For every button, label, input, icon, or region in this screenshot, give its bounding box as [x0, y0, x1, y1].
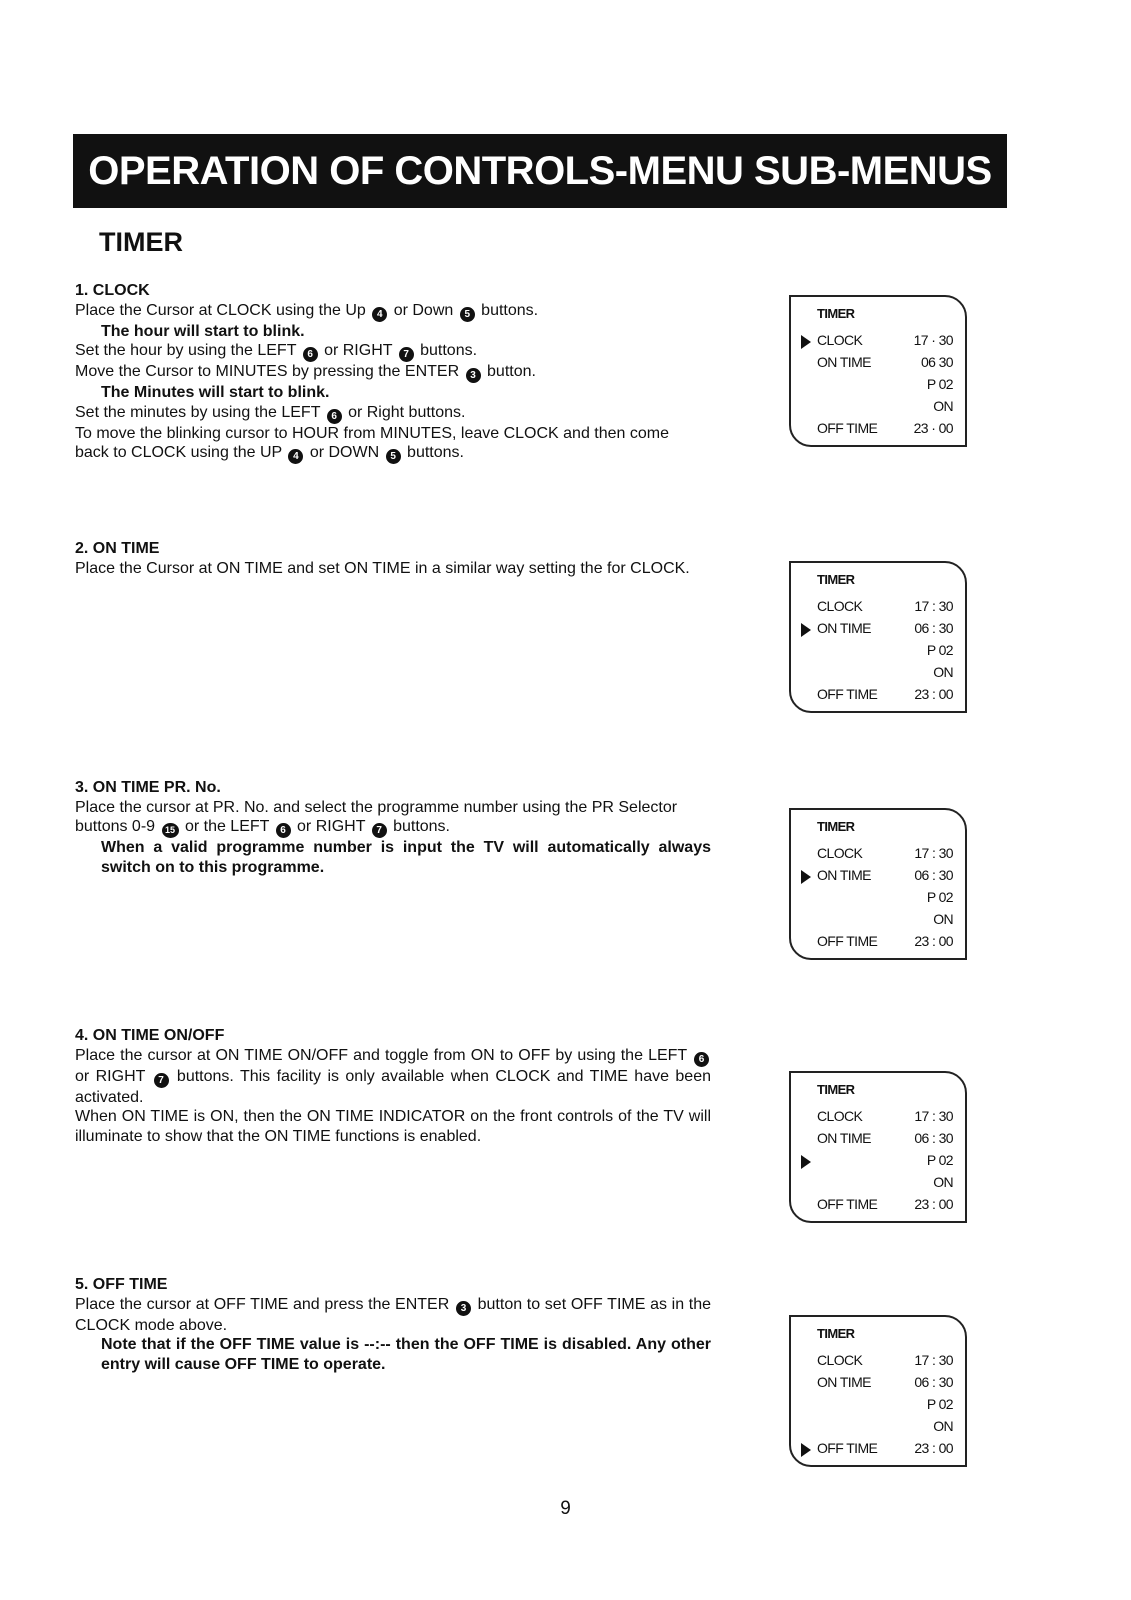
section-clock	[75, 281, 711, 464]
osd-title: TIMER	[817, 572, 855, 587]
osd-off-time-value: 23 : 00	[914, 1440, 953, 1456]
osd-pr-value: P 02	[926, 376, 953, 392]
clock-line-6: Set the minutes by using the LEFT 6 or Right buttons.	[75, 403, 466, 422]
button-7-icon: 7	[372, 823, 387, 838]
button-7-icon: 7	[399, 347, 414, 362]
page-banner: OPERATION OF CONTROLS-MENU SUB-MENUS	[73, 134, 1007, 208]
osd-on-time-label: ON TIME	[817, 867, 871, 883]
osd-title: TIMER	[817, 819, 855, 834]
section-clock-title: 1. CLOCK	[75, 282, 150, 299]
clock-line-8: back to CLOCK using the UP 4 or DOWN 5 buttons.	[75, 444, 464, 463]
button-4-icon: 4	[288, 449, 303, 464]
on-time-onoff-para-1: Place the cursor at ON TIME ON/OFF and toggle from ON to OFF by using the LEFT 6 or RIGHT 7 buttons. This facility is only available when CLOCK and TIME have been activated.	[75, 1046, 711, 1106]
osd-off-time-value: 23 : 00	[914, 933, 953, 949]
on-time-text: Place the Cursor at ON TIME and set ON TIME in a similar way setting the for CLOCK.	[75, 559, 690, 577]
cursor-arrow-icon	[801, 870, 811, 884]
osd-clock-label: CLOCK	[817, 332, 863, 348]
osd-timer-off-time	[789, 1315, 967, 1467]
osd-on-time-label: ON TIME	[817, 620, 871, 636]
off-time-note: Note that if the OFF TIME value is --:-- then the OFF TIME is disabled. Any other entry will cause OFF TIME to operate.	[101, 1336, 711, 1373]
osd-onoff-value: ON	[933, 664, 953, 680]
osd-on-time-value: 06 : 30	[914, 1130, 953, 1146]
osd-onoff-value: ON	[933, 911, 953, 927]
osd-off-time-value: 23 · 00	[913, 420, 953, 436]
cursor-arrow-icon	[801, 623, 811, 637]
osd-clock-label: CLOCK	[817, 1108, 863, 1124]
osd-clock-label: CLOCK	[817, 1352, 863, 1368]
osd-on-time-value: 06 30	[920, 354, 953, 370]
osd-off-time-value: 23 : 00	[914, 1196, 953, 1212]
osd-pr-value: P 02	[926, 889, 953, 905]
osd-on-time-label: ON TIME	[817, 354, 871, 370]
osd-on-time-label: ON TIME	[817, 1374, 871, 1390]
osd-pr-value: P 02	[926, 1396, 953, 1412]
osd-on-time-value: 06 : 30	[914, 1374, 953, 1390]
section-title: TIMER	[99, 227, 183, 257]
section-on-time-onoff-title: 4. ON TIME ON/OFF	[75, 1027, 225, 1044]
osd-clock-value: 17 : 30	[914, 1108, 953, 1124]
osd-pr-value: P 02	[926, 642, 953, 658]
osd-clock-value: 17 : 30	[914, 845, 953, 861]
osd-timer-pr-no	[789, 808, 967, 960]
osd-timer-onoff	[789, 1071, 967, 1223]
clock-line-7: To move the blinking cursor to HOUR from MINUTES, leave CLOCK and then come	[75, 424, 669, 442]
clock-line-2: The hour will start to blink.	[101, 322, 305, 340]
osd-clock-value: 17 · 30	[913, 332, 953, 348]
clock-line-5: The Minutes will start to blink.	[101, 384, 330, 402]
button-5-icon: 5	[460, 307, 475, 322]
section-on-time-pr-title: 3. ON TIME PR. No.	[75, 779, 221, 796]
on-time-onoff-para-2: When ON TIME is ON, then the ON TIME INDICATOR on the front controls of the TV will illuminate to show that the ON TIME functions is enabled.	[75, 1108, 711, 1145]
button-7-icon: 7	[154, 1073, 169, 1088]
osd-title: TIMER	[817, 306, 855, 321]
osd-onoff-value: ON	[933, 398, 953, 414]
osd-off-time-label: OFF TIME	[817, 933, 878, 949]
osd-title: TIMER	[817, 1326, 855, 1341]
osd-onoff-value: ON	[933, 1418, 953, 1434]
button-6-icon: 6	[694, 1052, 709, 1067]
osd-off-time-label: OFF TIME	[817, 420, 878, 436]
off-time-para-1: Place the cursor at OFF TIME and press the ENTER 3 button to set OFF TIME as in the CLOCK mode above.	[75, 1295, 712, 1334]
button-15-icon: 15	[162, 823, 179, 838]
osd-clock-label: CLOCK	[817, 598, 863, 614]
on-time-pr-line-2: buttons 0-9 15 or the LEFT 6 or RIGHT 7 buttons.	[75, 818, 450, 837]
button-6-icon: 6	[327, 409, 342, 424]
on-time-pr-line-1: Place the cursor at PR. No. and select the programme number using the PR Selector	[75, 798, 678, 816]
clock-line-1: Place the Cursor at CLOCK using the Up 4 or Down 5 buttons.	[75, 301, 539, 320]
osd-clock-value: 17 : 30	[914, 598, 953, 614]
osd-pr-value: P 02	[926, 1152, 953, 1168]
page-number: 9	[560, 1498, 571, 1519]
osd-clock-label: CLOCK	[817, 845, 863, 861]
section-on-time-pr	[75, 778, 711, 877]
button-3-icon: 3	[456, 1301, 471, 1316]
clock-line-4: Move the Cursor to MINUTES by pressing the ENTER 3 button.	[75, 363, 536, 382]
clock-line-3: Set the hour by using the LEFT 6 or RIGHT 7 buttons.	[75, 342, 478, 361]
button-6-icon: 6	[303, 347, 318, 362]
section-off-time	[75, 1275, 711, 1374]
section-off-time-title: 5. OFF TIME	[75, 1276, 168, 1293]
osd-clock-value: 17 : 30	[914, 1352, 953, 1368]
osd-title: TIMER	[817, 1082, 855, 1097]
button-3-icon: 3	[466, 368, 481, 383]
section-on-time-title: 2. ON TIME	[75, 540, 160, 557]
osd-off-time-label: OFF TIME	[817, 1440, 878, 1456]
osd-timer-on-time	[789, 561, 967, 713]
cursor-arrow-icon	[801, 1443, 811, 1457]
osd-onoff-value: ON	[933, 1174, 953, 1190]
osd-on-time-value: 06 : 30	[914, 867, 953, 883]
osd-off-time-label: OFF TIME	[817, 1196, 878, 1212]
on-time-pr-note: When a valid programme number is input the TV will automatically always switch on to this programme.	[101, 839, 711, 876]
osd-on-time-value: 06 : 30	[914, 620, 953, 636]
cursor-arrow-icon	[801, 335, 811, 349]
cursor-arrow-icon	[801, 1155, 811, 1169]
section-on-time-onoff	[75, 1026, 711, 1146]
button-4-icon: 4	[372, 307, 387, 322]
osd-on-time-label: ON TIME	[817, 1130, 871, 1146]
osd-timer-clock	[789, 295, 967, 447]
osd-off-time-label: OFF TIME	[817, 686, 878, 702]
button-5-icon: 5	[386, 449, 401, 464]
button-6-icon: 6	[276, 823, 291, 838]
section-on-time	[75, 539, 711, 578]
osd-off-time-value: 23 : 00	[914, 686, 953, 702]
